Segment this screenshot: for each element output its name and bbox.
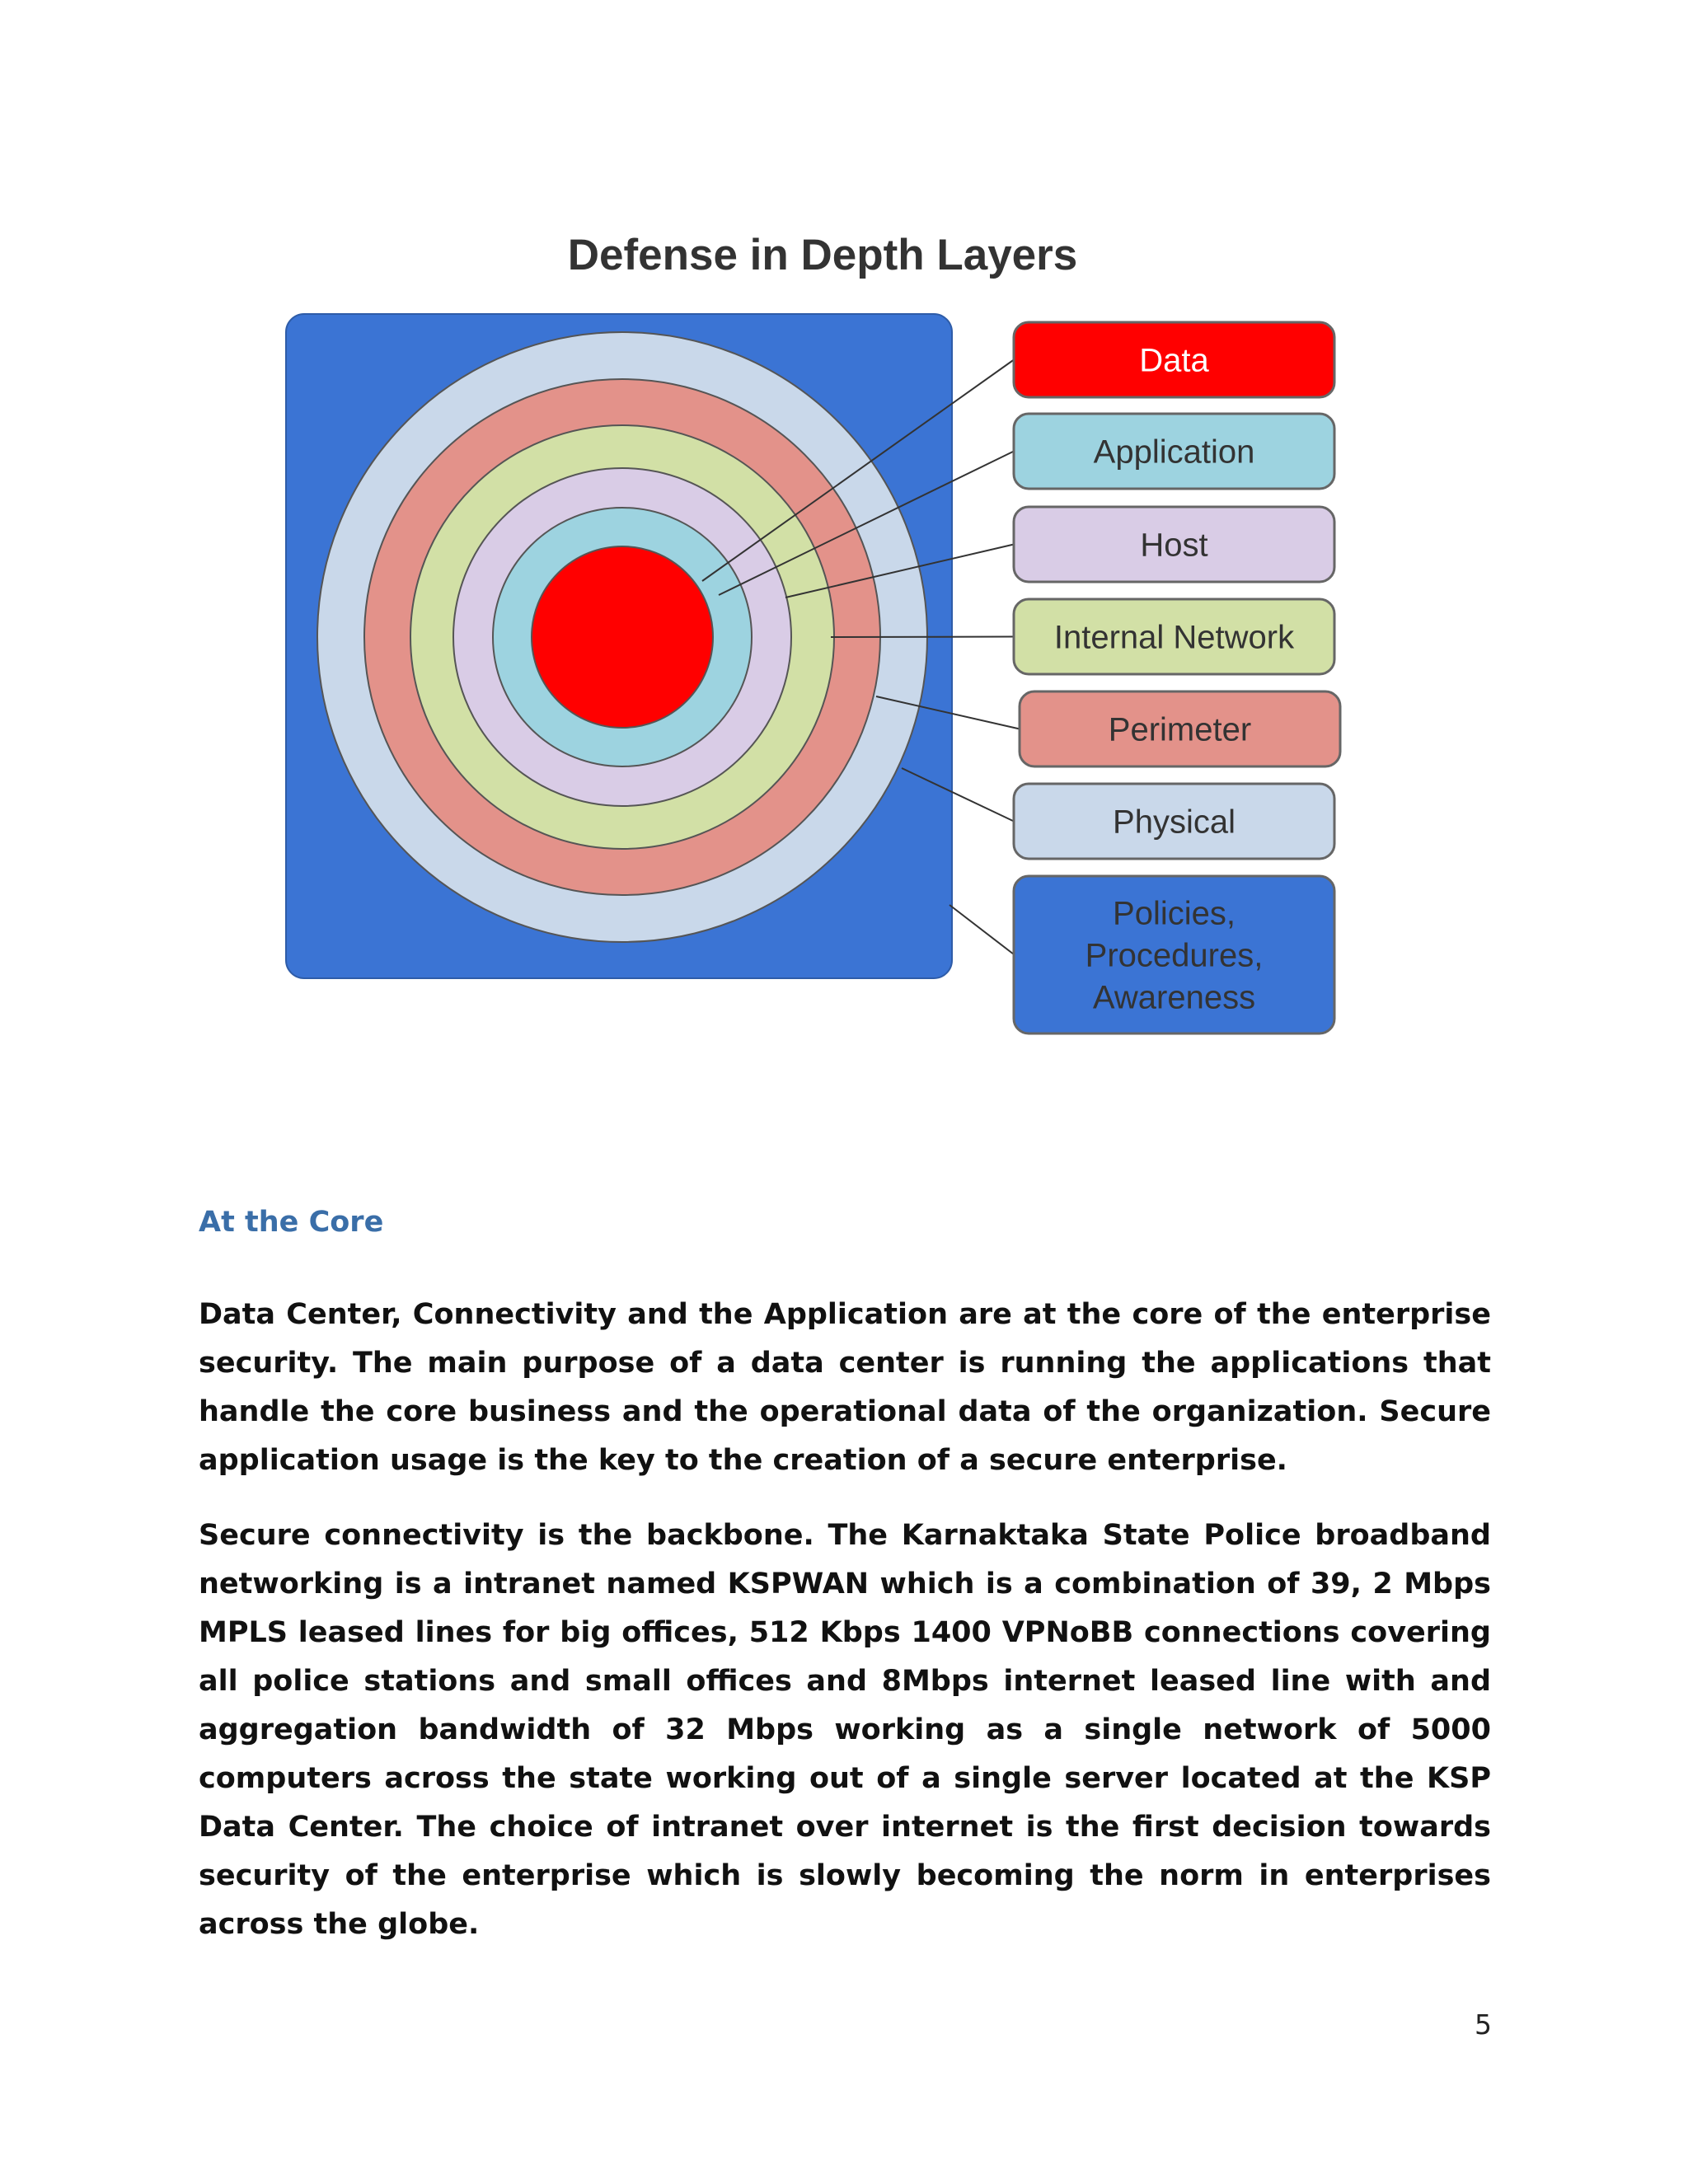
- defense-in-depth-diagram: [0, 0, 1688, 1071]
- ring-data: [532, 546, 713, 728]
- label-text-application: Application: [1093, 434, 1255, 471]
- label-text-data: Data: [1139, 342, 1209, 379]
- connector-internal-network: [831, 637, 1014, 638]
- label-text-host: Host: [1140, 527, 1208, 564]
- label-text-physical: Physical: [1113, 804, 1236, 841]
- paragraph-core: Data Center, Connectivity and the Application are at the core of the enterprise security. The main purpose of a data center is running the applications that handle the core business and the operational data of the organization. Secure application usage is the key to the creation of a secure enterprise.: [199, 1298, 1491, 1477]
- label-text-policies-procedures-awareness-0: Policies,: [1113, 895, 1236, 932]
- label-text-internal-network: Internal Network: [1053, 619, 1295, 656]
- label-text-policies-procedures-awareness-2: Awareness: [1092, 979, 1256, 1016]
- section-heading: At the Core: [199, 1206, 384, 1239]
- connector-policies-procedures-awareness: [950, 905, 1014, 954]
- label-text-policies-procedures-awareness-1: Procedures,: [1085, 937, 1264, 974]
- diagram-title: Defense in Depth Layers: [567, 231, 1078, 279]
- paragraph-connectivity: Secure connectivity is the backbone. The Karnaktaka State Police broadband networking is a intranet named KSPWAN which is a combination of 39, 2 Mbps MPLS leased lines for big offices, 512 Kbps 1400 VPNoBB connections covering all police stations and small offices and 8Mbps internet leased line with and aggregation bandwidth of 32 Mbps working as a single network of 5000 computers across the state working out of a single server located at the KSP Data Center. The choice of intranet over internet is the first decision towards security of the enterprise which is slowly becoming the norm in enterprises across the globe.: [199, 1519, 1491, 1941]
- label-text-perimeter: Perimeter: [1108, 711, 1252, 748]
- page-number: 5: [1475, 2008, 1492, 2041]
